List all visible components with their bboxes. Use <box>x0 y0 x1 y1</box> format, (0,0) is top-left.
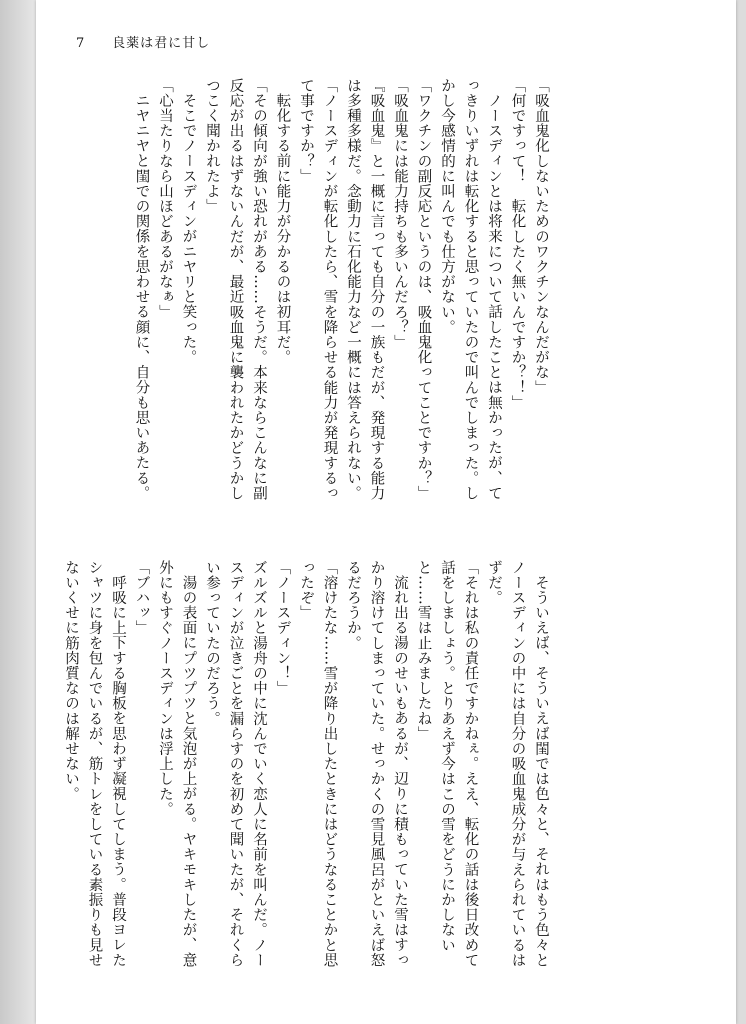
paragraph: ノースディンとは将来について話したことは無かったが、てっきりいずれは転化すると思っていたので叫んでしまった。しかし今感情的に叫んでも仕方がない。 <box>439 78 502 501</box>
paragraph: そういえば、そういえば閨では色々と、それはもう色々とノースディンの中には自分の吸血鬼成分が与えられているはずだ。 <box>486 560 549 968</box>
paragraph: 湯の表面にプツプツと気泡が上がる。ヤキモキしたが、意外にもすぐノースディンは浮上した。 <box>157 560 197 968</box>
paragraph: 「ブハッ」 <box>133 560 150 636</box>
page-gutter-shadow <box>0 0 36 1024</box>
text-block-lower <box>63 560 552 976</box>
paragraph: 『吸血鬼』と一概に言っても自分の一族もだが、発現する能力は多種多様だ。念動力に石化能力など一概には答えられない。 <box>345 78 385 501</box>
paragraph: 「吸血鬼には能力持ちも多いんだろ？」 <box>392 78 408 350</box>
paragraph: 「それは私の責任ですかねぇ。ええ、転化の話は後日改めて話をしましょう。とりあえず今はこの雪をどうにかしないと……雪は止みましたね」 <box>415 560 479 968</box>
paragraph: 「ノースディン！」 <box>274 560 291 696</box>
paragraph: ズルズルと湯舟の中に沈んでいく恋人に名前を叫んだ。ノースディンが泣きごとを漏らすのを初めて聞いたが、それくらい参っていたのだろう。 <box>204 560 267 968</box>
running-title: 良薬は君に甘し <box>112 36 211 51</box>
paragraph: 「溶けたな……雪が降り出したときにはどうなることかと思ったぞ」 <box>298 560 338 968</box>
paragraph: そこでノースディンがニヤリと笑った。 <box>180 92 197 365</box>
paragraph: 「吸血鬼化しないためのワクチンなんだがな」 <box>533 78 549 396</box>
paragraph: 「心当たりなら山ほどあるがなぁ」 <box>157 78 173 320</box>
text-block-upper <box>76 78 552 510</box>
paragraph: 「ノースディンが転化したら、雪を降らせる能力が発現するって事ですか？」 <box>298 78 338 501</box>
paragraph: 流れ出る湯のせいもあるが、辺りに積もっていた雪はすっかり溶けてしまっていた。せっかくの雪見風呂がといえば怒るだろうか。 <box>345 560 408 968</box>
running-header <box>76 32 210 51</box>
paragraph: 「ワクチンの副反応というのは、吸血鬼化ってことですか？」 <box>415 78 432 501</box>
paragraph: 「何ですって！ 転化したく無いんですか？！」 <box>509 78 526 411</box>
paragraph: ニヤニヤと閨での関係を思わせる顔に、自分も思いあたる。 <box>133 92 150 501</box>
paragraph: 「その傾向が強い恐れがある……そうだ。本来ならこんなに副反応が出るはずないんだが、最近吸血鬼に襲われたかどうかしつこく聞かれたよ」 <box>204 78 267 501</box>
paragraph: 転化する前に能力が分かるのは初耳だ。 <box>274 92 291 365</box>
paragraph: 呼吸に上下する胸板を思わず凝視してしまう。普段ヨレたシャツに身を包んでいるが、筋トレをしている素振りも見せないくせに筋肉質なのは解せない。 <box>63 560 126 968</box>
book-page <box>36 0 736 1024</box>
page-number: 7 <box>76 36 85 51</box>
